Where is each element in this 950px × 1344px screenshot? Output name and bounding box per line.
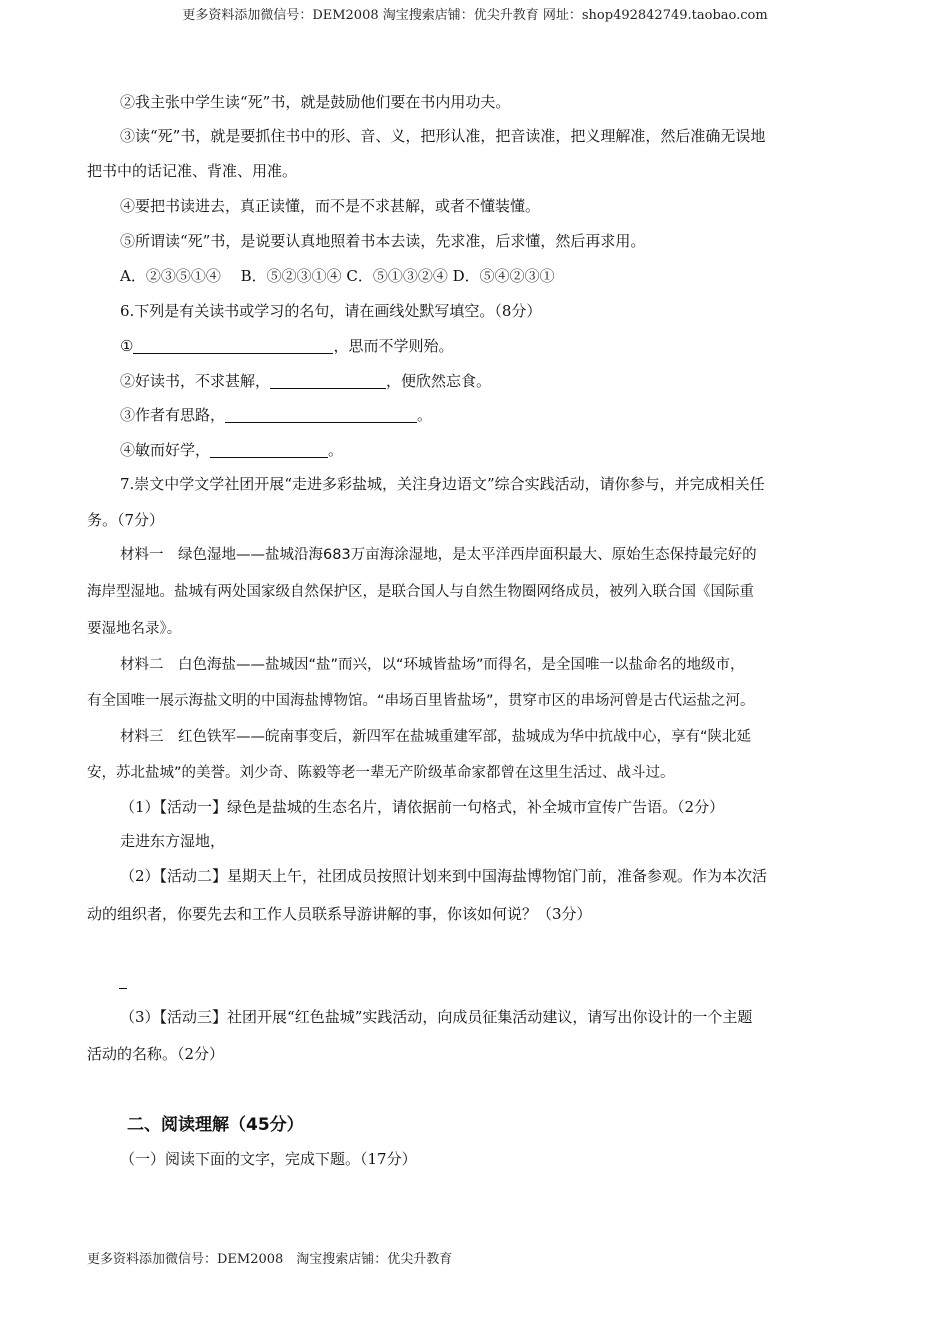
q6-line-3 — [120, 405, 432, 425]
q7-material-1a: 材料一 绿色湿地——盐城沿海683万亩海涂湿地，是太平洋西岸面积最大、原始生态保持最完好的 — [120, 547, 757, 563]
q6-blank-3[interactable] — [225, 407, 417, 423]
q7-material-3a: 材料三 红色铁军——皖南事变后，新四军在盐城重建军部，盐城成为华中抗战中心，享有“陕北延 — [120, 729, 752, 745]
q6-line-1-pre: ① — [120, 337, 134, 355]
q5-sentence-3a: ③读“死”书，就是要抓住书中的形、音、义，把形认准，把音读准，把义理解准，然后准确无误地 — [120, 127, 766, 145]
q7-activity-3a: （3）【活动三】社团开展“红色盐城”实践活动，向成员征集活动建议，请写出你设计的一个主题 — [120, 1008, 753, 1026]
q6-line-2-post: ，便欣然忘食。 — [386, 372, 492, 390]
q7-material-2b: 有全国唯一展示海盐文明的中国海盐博物馆。“串场百里皆盐场”，贯穿市区的串场河曾是古代运盐之河。 — [87, 693, 755, 709]
q5-sentence-5: ⑤所谓读“死”书，是说要认真地照着书本去读，先求准，后求懂，然后再求用。 — [120, 232, 646, 250]
q6-line-3-pre: ③作者有思路， — [120, 406, 226, 424]
q5-sentence-3b: 把书中的话记准、背准、用准。 — [87, 162, 298, 180]
q6-line-1-post: ，思而不学则殆。 — [333, 337, 454, 355]
section-2-subtitle: （一）阅读下面的文字，完成下题。（17分） — [120, 1150, 417, 1168]
q6-blank-2[interactable] — [270, 373, 386, 389]
q7-activity-3b: 活动的名称。（2分） — [87, 1045, 225, 1063]
answer-dash — [119, 988, 127, 989]
q7-activity-1: （1）【活动一】绿色是盐城的生态名片，请依据前一句格式，补全城市宣传广告语。（2分） — [120, 798, 725, 816]
page-footer: 更多资料添加微信号：DEM2008 淘宝搜索店铺：优尖升教育 — [87, 1252, 453, 1267]
q5-sentence-4: ④要把书读进去，真正读懂，而不是不求甚解，或者不懂装懂。 — [120, 197, 541, 215]
q7-activity-2a: （2）【活动二】星期天上午，社团成员按照计划来到中国海盐博物馆门前，准备参观。作为本次活 — [120, 867, 768, 885]
q6-blank-1[interactable] — [133, 338, 333, 354]
q7-material-2a: 材料二 白色海盐——盐城因“盐”而兴，以“环城皆盐场”而得名，是全国唯一以盐命名的地级市， — [120, 657, 745, 673]
q6-line-1 — [120, 336, 453, 356]
page-header: 更多资料添加微信号：DEM2008 淘宝搜索店铺：优尖升教育 网址：shop492842749.taobao.com — [182, 8, 768, 23]
q7-title-b: 务。（7分） — [87, 511, 165, 529]
q6-line-4-pre: ④敏而好学， — [120, 441, 211, 459]
q5-options: A．②③⑤①④ B．⑤②③①④ C．⑤①③②④ D．⑤④②③① — [120, 267, 555, 285]
q6-blank-4[interactable] — [210, 442, 328, 458]
q7-material-1c: 要湿地名录》。 — [87, 621, 182, 637]
q6-line-3-post: 。 — [417, 406, 433, 424]
q7-activity-1-answer: 走进东方湿地， — [120, 832, 226, 850]
q7-title-a: 7.崇文中学文学社团开展“走进多彩盐城，关注身边语文”综合实践活动，请你参与，并完成相关任 — [120, 475, 765, 493]
q5-sentence-2: ②我主张中学生读“死”书，就是鼓励他们要在书内用功夫。 — [120, 93, 511, 111]
q6-line-2-pre: ②好读书，不求甚解， — [120, 372, 271, 390]
q6-title: 6.下列是有关读书或学习的名句，请在画线处默写填空。（8分） — [120, 302, 542, 320]
q6-line-2 — [120, 371, 491, 391]
q7-activity-2b: 动的组织者，你要先去和工作人员联系导游讲解的事，你该如何说？（3分） — [87, 905, 592, 923]
q6-line-4 — [120, 440, 343, 460]
q7-material-1b: 海岸型湿地。盐城有两处国家级自然保护区，是联合国人与自然生物圈网络成员，被列入联合国《国际重 — [87, 584, 754, 600]
q7-material-3b: 安，苏北盐城”的美誉。刘少奇、陈毅等老一辈无产阶级革命家都曾在这里生活过、战斗过。 — [87, 765, 675, 781]
section-2-title: 二、阅读理解（45分） — [127, 1115, 304, 1135]
q6-line-4-post: 。 — [328, 441, 344, 459]
